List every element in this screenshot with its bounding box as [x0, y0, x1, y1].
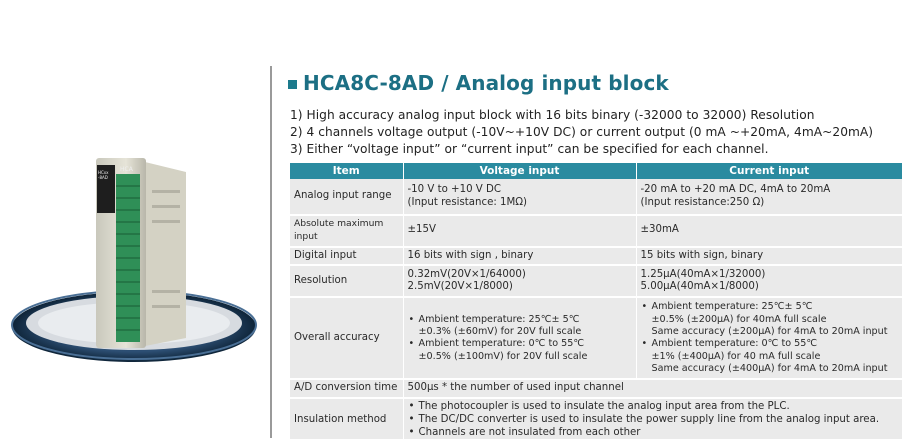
cell-line: (Input resistance:250 Ω): [640, 196, 765, 208]
table-row: [290, 247, 902, 266]
current-cell: [636, 265, 902, 297]
voltage-cell: 16 bits with sign , binary: [403, 247, 636, 266]
module-model-label: HCA: [120, 166, 133, 173]
product-image: [0, 0, 270, 439]
row-item: Analog input range: [290, 179, 403, 215]
table-row: [290, 215, 902, 247]
voltage-cell: [403, 265, 636, 297]
bullet-sub: ±1% (±400μA) for 40 mA full scale: [651, 350, 821, 362]
table-row: [290, 179, 902, 215]
row-item: Insulation method: [290, 398, 403, 439]
cell-line: 1.25μA(40mA×1/32000): [640, 268, 766, 280]
table-header-row: [290, 163, 902, 179]
spec-table: [290, 163, 902, 439]
cell-line: -10 V to +10 V DC: [407, 183, 501, 195]
cell-line: 5.00μA(40mA×1/8000): [640, 281, 759, 293]
voltage-cell: [403, 179, 636, 215]
bullet-item: • The DC/DC converter is used to insulate the power supply line from the analog input area.: [408, 414, 899, 427]
page-title-text: HCA8C-8AD / Analog input block: [303, 71, 669, 95]
table-row: [290, 379, 902, 398]
voltage-cell: [403, 297, 636, 379]
current-cell: [636, 179, 902, 215]
bullet-text: Ambient temperature: 25℃± 5℃: [418, 313, 580, 325]
current-cell: 15 bits with sign, binary: [636, 247, 902, 266]
header-voltage: Voltage input: [403, 163, 636, 179]
bullet-item: [641, 301, 899, 338]
cell-line: (Input resistance: 1MΩ): [407, 196, 528, 208]
table-row: [290, 265, 902, 297]
current-cell: [636, 297, 902, 379]
bullet-item: [408, 338, 632, 363]
bullet-text: Ambient temperature: 25℃± 5℃: [651, 301, 813, 313]
row-item: Digital input: [290, 247, 403, 266]
module-small-label: HCxx -8AD: [98, 170, 109, 180]
bullet-sub: ±0.5% (±200μA) for 40mA full scale: [651, 313, 827, 325]
row-item: A/D conversion time: [290, 379, 403, 398]
bullet-item: [641, 338, 899, 375]
cell-line: 0.32mV(20V×1/64000): [407, 268, 526, 280]
cell-line: -20 mA to +20 mA DC, 4mA to 20mA: [640, 183, 831, 195]
plc-module-illustration: [0, 0, 270, 439]
page-title: [288, 68, 669, 98]
span-cell: [403, 398, 902, 439]
bullet-sub: Same accuracy (±400μA) for 4mA to 20mA input: [651, 363, 888, 375]
cell-line: 2.5mV(20V×1/8000): [407, 281, 513, 293]
title-bullet-icon: [288, 80, 297, 89]
current-cell: ±30mA: [636, 215, 902, 247]
header-item: Item: [290, 163, 403, 179]
bullet-item: [408, 314, 632, 339]
table-row: [290, 398, 902, 439]
bullet-item: • The photocoupler is used to insulate the analog input area from the PLC.: [408, 401, 899, 414]
row-item: Resolution: [290, 265, 403, 297]
voltage-cell: ±15V: [403, 215, 636, 247]
bullet-sub: ±0.3% (±60mV) for 20V full scale: [418, 325, 582, 337]
feature-line-1: 1) High accuracy analog input block with 16 bits binary (-32000 to 32000) Resolution: [290, 108, 815, 122]
bullet-item: • Channels are not insulated from each other: [408, 427, 899, 439]
bullet-text: Ambient temperature: 0℃ to 55℃: [651, 338, 818, 350]
feature-line-3: 3) Either “voltage input” or “current input” can be specified for each channel.: [290, 142, 769, 156]
header-current: Current input: [636, 163, 902, 179]
bullet-text: Ambient temperature: 0℃ to 55℃: [418, 338, 585, 350]
row-item: Overall accuracy: [290, 297, 403, 379]
vertical-divider: [270, 66, 272, 438]
bullet-sub: Same accuracy (±200μA) for 4mA to 20mA input: [651, 325, 888, 337]
row-item: Absolute maximum input: [290, 215, 403, 247]
bullet-sub: ±0.5% (±100mV) for 20V full scale: [418, 350, 588, 362]
span-cell: 500μs * the number of used input channel: [403, 379, 902, 398]
table-row: [290, 297, 902, 379]
feature-line-2: 2) 4 channels voltage output (-10V~+10V DC) or current output (0 mA ~+20mA, 4mA~20mA): [290, 125, 874, 139]
